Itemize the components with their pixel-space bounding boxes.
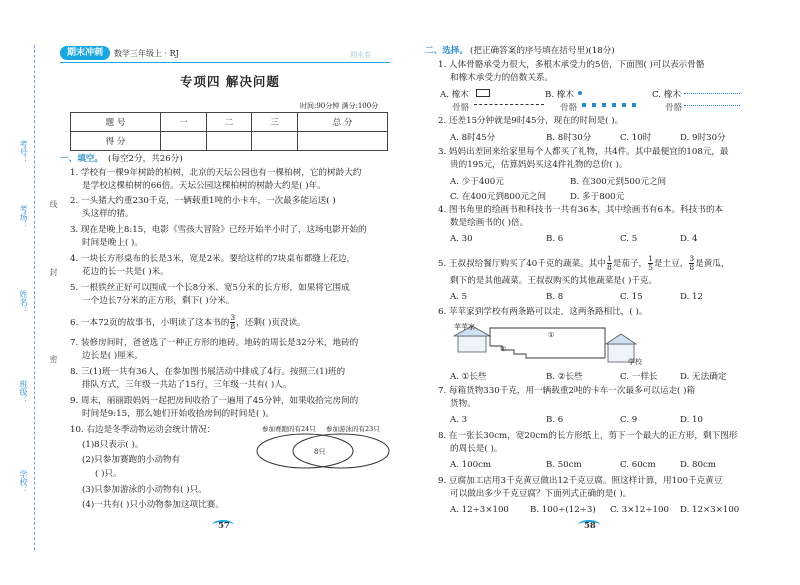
q6-line — [70, 314, 306, 331]
c1-a-bar — [474, 104, 544, 105]
page-number-right: 58 — [584, 521, 596, 531]
sidebar-label-room: 考场： — [19, 205, 28, 229]
cut-mark-line: 线 — [49, 200, 58, 208]
score-cell: 三 — [252, 113, 298, 132]
c6-option-a[interactable]: A. ①长些 — [450, 372, 487, 382]
q10-sub2b: ( )只。 — [95, 469, 122, 479]
c2-option-a[interactable]: A. 8时45分 — [450, 133, 496, 143]
school-roof-icon — [606, 334, 636, 344]
c1-option-b: B. 橡木 — [545, 90, 574, 100]
section1-heading: 一、填空。 — [60, 154, 103, 164]
c5-line1 — [438, 255, 729, 272]
c9-line1: 9. 豆腐加工店用3千克黄豆做出12千克豆腐。照这样计算，用100千克黄豆 — [438, 476, 723, 486]
school-label: 学校 — [628, 358, 642, 366]
c7-option-b[interactable]: B. 6 — [546, 415, 564, 425]
q6-post: ，还剩( )页没读。 — [236, 318, 306, 328]
q5-line1: 5. 一根铁丝正好可以围成一个长8分米、宽5分米的长方形，如果将它围成 — [70, 283, 350, 293]
venn-right-ellipse — [293, 434, 389, 468]
q9-line2: 时间是9:15，那么她们开始收拾房间的时间是( )。 — [82, 409, 275, 419]
q7-line2: 边长是( )厘米。 — [82, 351, 143, 361]
binding-line — [34, 45, 35, 550]
c1-c-line2 — [684, 105, 740, 106]
c6-line: 6. 苹苹家到学校有两条路可以走，这两条路相比，( )。 — [438, 307, 648, 317]
score-table — [70, 112, 388, 151]
c6-option-b[interactable]: B. ②长些 — [546, 372, 583, 382]
c5-option-c[interactable]: C. 15 — [620, 292, 643, 302]
c1-b-sub: 骨骼 — [560, 103, 578, 113]
c5-fraction-3 — [689, 255, 694, 272]
sidebar-label-name: 姓名： — [19, 290, 28, 314]
c1-option-a: A. 橡木 — [440, 90, 469, 100]
c2-option-d[interactable]: D. 9时30分 — [680, 133, 726, 143]
c9-option-a[interactable]: A. 12÷3×100 — [450, 505, 509, 515]
c3-line1: 3. 妈妈出差回来给家里每个人都买了礼物，共4件。其中最便宜的108元，最 — [438, 147, 729, 157]
c1-c-sub: 骨骼 — [665, 103, 683, 113]
c8-option-d[interactable]: D. 80cm — [680, 460, 716, 470]
q4-line2: 花边的长一共是( )米。 — [82, 267, 169, 277]
route-1-mark: ① — [548, 331, 555, 339]
q6-pre: 6. 一本72页的故事书，小明读了这本书的 — [70, 318, 230, 328]
venn-center-label: 8只 — [314, 448, 326, 456]
c9-option-d[interactable]: D. 12×3×100 — [680, 505, 740, 515]
c1-a-box — [476, 89, 490, 97]
c5-f1-num: 1 — [606, 254, 612, 263]
score-cell: 总 分 — [297, 113, 387, 132]
c8-option-a[interactable]: A. 100cm — [450, 460, 492, 470]
venn-right-label: 参加游泳的有23只 — [326, 425, 380, 433]
c5-option-b[interactable]: B. 8 — [546, 292, 564, 302]
c5-mid2: 是土豆， — [653, 259, 689, 269]
q3-line1: 3. 现在是晚上8:15，电影《雪孩大冒险》已经开始半小时了，这场电影开始的 — [70, 225, 367, 235]
q2-line2: 头这样的猪。 — [82, 209, 134, 219]
header-right-mark: 期末卷 — [350, 51, 371, 59]
route-2 — [490, 346, 605, 358]
q1-line2: 是学校这棵柏树的66倍。天坛公园这棵柏树的树龄大约是( )年。 — [82, 181, 326, 191]
q10-sub2: (2)只参加赛跑的小动物有 — [82, 455, 181, 465]
c9-option-c[interactable]: C. 3×12÷100 — [610, 505, 669, 515]
c8-line1: 8. 在一张长30cm，宽20cm的长方形纸上，剪下一个最大的正方形，剩下图形 — [438, 431, 738, 441]
c1-a-sub: 骨骼 — [452, 103, 470, 113]
c3-option-d[interactable]: D. 多于800元 — [570, 192, 625, 202]
c5-option-a[interactable]: A. 5 — [450, 292, 468, 302]
c1-line1: 1. 人体骨骼承受力很大，多根木承受力的5倍，下面图( )可以表示骨骼 — [438, 60, 705, 70]
c2-option-c[interactable]: C. 10时 — [620, 133, 652, 143]
q8-line2: 排队方式，三年级一共站了15行，三年级一共有( )人。 — [82, 380, 292, 390]
c5-fraction-2 — [648, 255, 653, 272]
sidebar-label-school: 学校： — [19, 470, 28, 494]
c5-pre: 5. 王叔叔给餐厅购买了40千克的蔬菜。其中 — [438, 259, 606, 269]
c4-option-b[interactable]: B. 6 — [546, 234, 564, 244]
time-info: 时间:90分钟 满分:100分 — [300, 102, 379, 110]
score-input-cell[interactable] — [252, 132, 298, 151]
c4-line1: 4. 图书角里的绘画书和科技书一共有36本，其中绘画书有6本。科技书的本 — [438, 205, 724, 215]
brand-logo: 期末冲刺 — [60, 46, 110, 60]
score-cell: 题 号 — [71, 113, 161, 132]
header-rule — [60, 62, 390, 63]
c7-option-a[interactable]: A. 3 — [450, 415, 468, 425]
c5-mid1: 是茄子， — [612, 259, 648, 269]
c1-c-line — [684, 93, 740, 94]
q7-line1: 7. 装修房间时，爸爸选了一种正方形的地砖。地砖的周长是32分米，地砖的 — [70, 338, 359, 348]
venn-left-label: 参加赛跑的有24只 — [262, 425, 316, 433]
q6-fraction — [230, 314, 235, 331]
score-table-score-row — [71, 132, 388, 151]
score-table-header-row — [71, 113, 388, 132]
home-icon — [458, 336, 486, 352]
c5-line2: 剩下的是其他蔬菜。王叔叔购买的其他蔬菜是( )千克。 — [450, 276, 658, 286]
c8-option-b[interactable]: B. 50cm — [546, 460, 582, 470]
section2-note: (把正确答案的序号填在括号里)(18分) — [470, 46, 615, 56]
score-input-cell[interactable] — [206, 132, 252, 151]
c5-f3-den: 8 — [689, 263, 695, 272]
route-diagram — [450, 320, 700, 368]
c3-option-b[interactable]: B. 在300元到500元之间 — [570, 177, 667, 187]
subject-label: 数学三年级上 · RJ — [114, 49, 179, 58]
section1-note: (每空2分，共26分) — [108, 154, 183, 164]
c3-option-a[interactable]: A. 少于400元 — [450, 177, 504, 187]
c2-option-b[interactable]: B. 8时30分 — [546, 133, 592, 143]
c8-option-c[interactable]: C. 60cm — [620, 460, 656, 470]
c3-option-c[interactable]: C. 在400元到800元之间 — [450, 192, 547, 202]
score-cell: 一 — [161, 113, 207, 132]
c7-option-c[interactable]: C. 9 — [620, 415, 638, 425]
c9-option-b[interactable]: B. 100÷(12÷3) — [530, 505, 596, 515]
c4-option-a[interactable]: A. 30 — [450, 234, 473, 244]
cut-mark-seal: 封 — [49, 268, 58, 276]
q6-num: 3 — [230, 313, 236, 322]
score-input-cell[interactable] — [297, 132, 387, 151]
c5-f1-den: 8 — [606, 263, 612, 272]
c6-option-c[interactable]: C. 一样长 — [620, 372, 658, 382]
c1-b-dots — [582, 103, 637, 107]
page-title: 专项四 解决问题 — [180, 74, 280, 89]
q10-sub4: (4)一共有( )只小动物参加这项比赛。 — [82, 500, 224, 510]
score-input-cell[interactable] — [161, 132, 207, 151]
c7-line1: 7. 每箱货物330千克，用一辆载重2吨的卡车一次最多可以运走( )箱 — [438, 386, 696, 396]
q10-line1: 10. 右边是冬季动物运动会统计情况： — [70, 425, 216, 435]
home-label: 苹苹家 — [454, 323, 475, 331]
q5-line2: 一个边长7分米的正方形，剩下( )分米。 — [82, 296, 235, 306]
sidebar-label-class: 班级： — [19, 380, 28, 404]
c1-b-dot — [578, 91, 582, 95]
q6-den: 8 — [230, 322, 236, 331]
c5-f3-num: 3 — [689, 254, 695, 263]
c1-line2: 和橡木承受力的倍数关系。 — [450, 73, 554, 83]
c8-line2: 的周长是( )。 — [450, 444, 503, 454]
q2-line1: 2. 一头猪大约重230千克，一辆载重1吨的小卡车，一次最多能运送( ) — [70, 196, 336, 206]
q10-sub3: (3)只参加游泳的小动物有( )只。 — [82, 485, 207, 495]
c5-fraction-1 — [607, 255, 612, 272]
c9-line2: 可以做出多少千克豆腐？下面列式正确的是( )。 — [450, 489, 632, 499]
q4-line1: 4. 一块长方形桌布的长是3米，宽是2米。要给这样的7块桌布都缝上花边， — [70, 254, 356, 264]
cut-mark-secret: 密 — [49, 355, 58, 363]
venn-left-ellipse — [257, 434, 353, 468]
q9-line1: 9. 周末，丽丽跟妈妈一起把房间收拾了一遍用了45分钟，如果收拾完房间的 — [70, 396, 359, 406]
c3-line2: 贵的195元，估算妈妈买这4件礼物的总价( )。 — [450, 160, 628, 170]
sidebar-label-exam-no: 考号： — [19, 140, 28, 164]
q10-sub1: (1)8只表示( )。 — [82, 440, 144, 450]
c6-option-d[interactable]: D. 无法确定 — [680, 372, 727, 382]
c2-line: 2. 还差15分钟就是9时45分，现在的时间是( )。 — [438, 116, 624, 126]
q1-line1: 1. 学校有一棵9年树龄的柏树，北京的天坛公园也有一棵柏树，它的树龄大约 — [70, 168, 362, 178]
c5-option-d[interactable]: D. 12 — [680, 292, 703, 302]
page-number-left: 57 — [218, 521, 230, 531]
c4-line2: 数是绘画书的( )倍。 — [450, 218, 529, 228]
c7-line2: 货物。 — [450, 399, 476, 409]
c4-option-d[interactable]: D. 4 — [680, 234, 698, 244]
q3-line2: 时间是晚上( )。 — [82, 238, 143, 248]
c5-f2-num: 1 — [648, 254, 653, 263]
q8-line1: 8. 三(1)班一共有36人，在参加图书展活动中排成了4行。按照三(1)班的 — [70, 367, 346, 377]
route-2-mark: ② — [500, 345, 507, 353]
c1-option-c: C. 橡木 — [652, 90, 681, 100]
c4-option-c[interactable]: C. 5 — [620, 234, 638, 244]
section2-heading: 二、选择。 — [425, 46, 468, 56]
score-cell: 二 — [206, 113, 252, 132]
score-cell: 得 分 — [71, 132, 161, 151]
c5-f2-den: 5 — [648, 263, 653, 272]
c5-mid3: 是黄瓜， — [695, 259, 730, 269]
c7-option-d[interactable]: D. 10 — [680, 415, 703, 425]
